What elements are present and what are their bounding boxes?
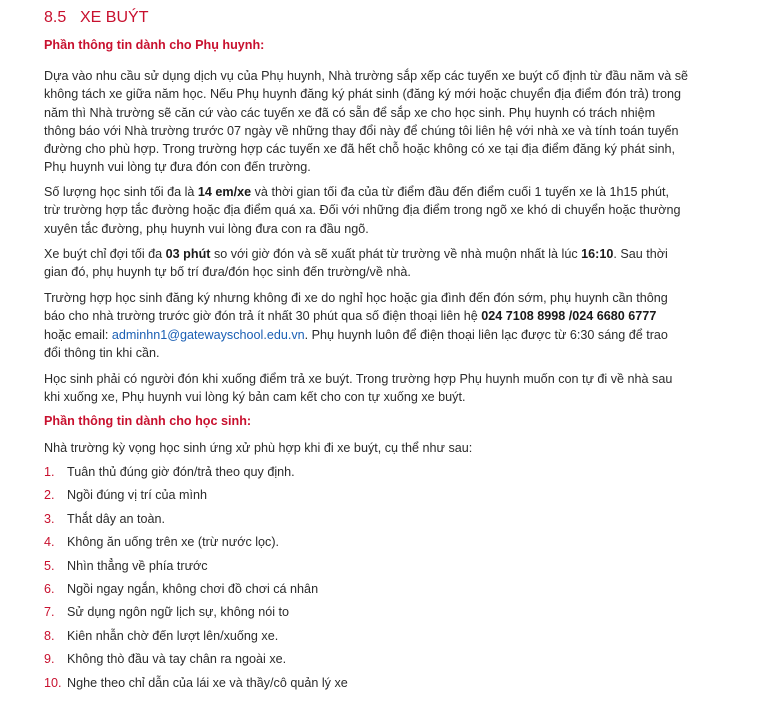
text-line: thông báo với Nhà trường trước 07 ngày về những thay đổi này để chúng tôi liên hệ với nhà xe và tính toán tuyến — [44, 123, 679, 138]
text-line: Xe buýt chỉ đợi tối đa 03 phút so với giờ đón và sẽ xuất phát từ trường về nhà muộn nhất là lúc 16:10. Sau thời — [44, 247, 668, 261]
text-line: Trường hợp học sinh đăng ký nhưng không đi xe do nghỉ học hoặc gia đình đến đón sớm, phụ huynh cần thông — [44, 291, 668, 305]
text-line: không tách xe giữa năm học. Nếu Phụ huynh đăng ký phát sinh (đăng ký mới hoặc chuyển địa điểm đón trả) trong — [44, 87, 681, 102]
text-line: trừ trường hợp tắc đường hoặc địa điểm quá xa. Đối với những địa điểm trong ngõ xe khó di chuyển hoặc thường — [44, 203, 681, 218]
phone-numbers: 024 7108 8998 /024 6680 6777 — [481, 309, 657, 324]
departure-time-value: 16:10 — [581, 247, 614, 261]
email-link[interactable]: adminhn1@gatewayschool.edu.vn — [111, 327, 305, 342]
text-line: hoặc email: adminhn1@gatewayschool.edu.vn. Phụ huynh luôn để điện thoại liên lạc được từ 6:30 sáng để trao — [44, 327, 668, 342]
section-heading — [44, 8, 148, 28]
list-number: 8. — [44, 628, 55, 643]
list-text: Ngồi đúng vị trí của mình — [67, 488, 208, 503]
text-line: đường cho phù hợp. Trong trường hợp các tuyến xe đã hết chỗ hoặc không có xe tại địa điểm đăng ký phát sinh, — [44, 142, 675, 157]
list-item — [44, 486, 348, 509]
list-item — [44, 463, 348, 486]
text-line: xuyên tắc đường, phụ huynh vui lòng đưa con ra đầu ngõ. — [44, 221, 369, 236]
bus-rules-list — [44, 463, 348, 697]
list-text: Không thò đầu và tay chân ra ngoài xe. — [67, 652, 287, 667]
paragraph-waiting-time — [44, 245, 704, 282]
list-text: Nghe theo chỉ dẫn của lái xe và thầy/cô quản lý xe — [67, 675, 348, 690]
list-number: 3. — [44, 511, 55, 526]
list-text: Không ăn uống trên xe (trừ nước lọc). — [67, 535, 280, 550]
text-line: khi xuống xe, Phụ huynh vui lòng ký bản cam kết cho con tự xuống xe buýt. — [44, 390, 466, 405]
text-line: Nhà trường kỳ vọng học sinh ứng xử phù hợp khi đi xe buýt, cụ thể như sau: — [44, 441, 473, 455]
paragraph-capacity — [44, 183, 704, 238]
list-item — [44, 650, 348, 673]
text-line: báo cho nhà trường trước giờ đón trả ít nhất 30 phút qua số điện thoại liên hệ 024 7108 8998 /024 6680 6777 — [44, 309, 657, 324]
list-number: 5. — [44, 558, 55, 573]
section-title: XE BUÝT — [80, 9, 149, 26]
list-text: Ngồi ngay ngắn, không chơi đồ chơi cá nhân — [67, 581, 319, 596]
text-line: năm thì Nhà trường sẽ căn cứ vào các tuyến xe đã có sẵn để sắp xe cho học sinh. Phụ huynh có trách nhiệm — [44, 105, 656, 120]
list-number: 10. — [44, 675, 62, 690]
list-item — [44, 674, 348, 697]
list-number: 4. — [44, 535, 55, 550]
list-text: Nhìn thẳng về phía trước — [67, 558, 208, 573]
capacity-value: 14 em/xe — [197, 185, 252, 199]
section-number: 8.5 — [44, 9, 67, 26]
text-line: Số lượng học sinh tối đa là 14 em/xe và thời gian tối đa của từ điểm đầu đến điểm cuối 1 tuyến xe là 1h15 phút, — [44, 185, 669, 199]
list-item — [44, 510, 348, 533]
text-line: đổi thông tin khi cần. — [44, 345, 160, 360]
paragraph-registration — [44, 67, 704, 177]
list-item — [44, 580, 348, 603]
list-text: Tuân thủ đúng giờ đón/trả theo quy định. — [67, 465, 295, 479]
list-text: Thắt dây an toàn. — [67, 511, 166, 526]
list-text: Kiên nhẫn chờ đến lượt lên/xuống xe. — [67, 628, 279, 643]
list-item — [44, 603, 348, 626]
parents-heading: Phần thông tin dành cho Phụ huynh: — [44, 38, 265, 52]
list-number: 9. — [44, 652, 55, 667]
list-number: 1. — [44, 465, 55, 479]
list-number: 2. — [44, 488, 55, 503]
list-item — [44, 627, 348, 650]
wait-time-value: 03 phút — [165, 247, 211, 261]
students-intro — [44, 439, 704, 457]
list-item — [44, 533, 348, 556]
list-text: Sử dụng ngôn ngữ lịch sự, không nói to — [67, 605, 290, 620]
list-item — [44, 557, 348, 580]
text-line: gian đó, phụ huynh tự bố trí đưa/đón học sinh đến trường/về nhà. — [44, 265, 411, 280]
list-number: 6. — [44, 581, 55, 596]
paragraph-pickup — [44, 370, 704, 407]
text-line: Phụ huynh vui lòng tự đưa đón con đến trường. — [44, 160, 311, 175]
list-number: 7. — [44, 605, 55, 620]
text-line: Học sinh phải có người đón khi xuống điểm trả xe buýt. Trong trường hợp Phụ huynh muốn con tự đi về nhà sau — [44, 372, 673, 386]
text-line: Dựa vào nhu cầu sử dụng dịch vụ của Phụ huynh, Nhà trường sắp xếp các tuyến xe buýt cố định từ đầu năm và sẽ — [44, 69, 689, 83]
paragraph-absence-notice — [44, 289, 704, 362]
students-heading: Phần thông tin dành cho học sinh: — [44, 414, 252, 428]
